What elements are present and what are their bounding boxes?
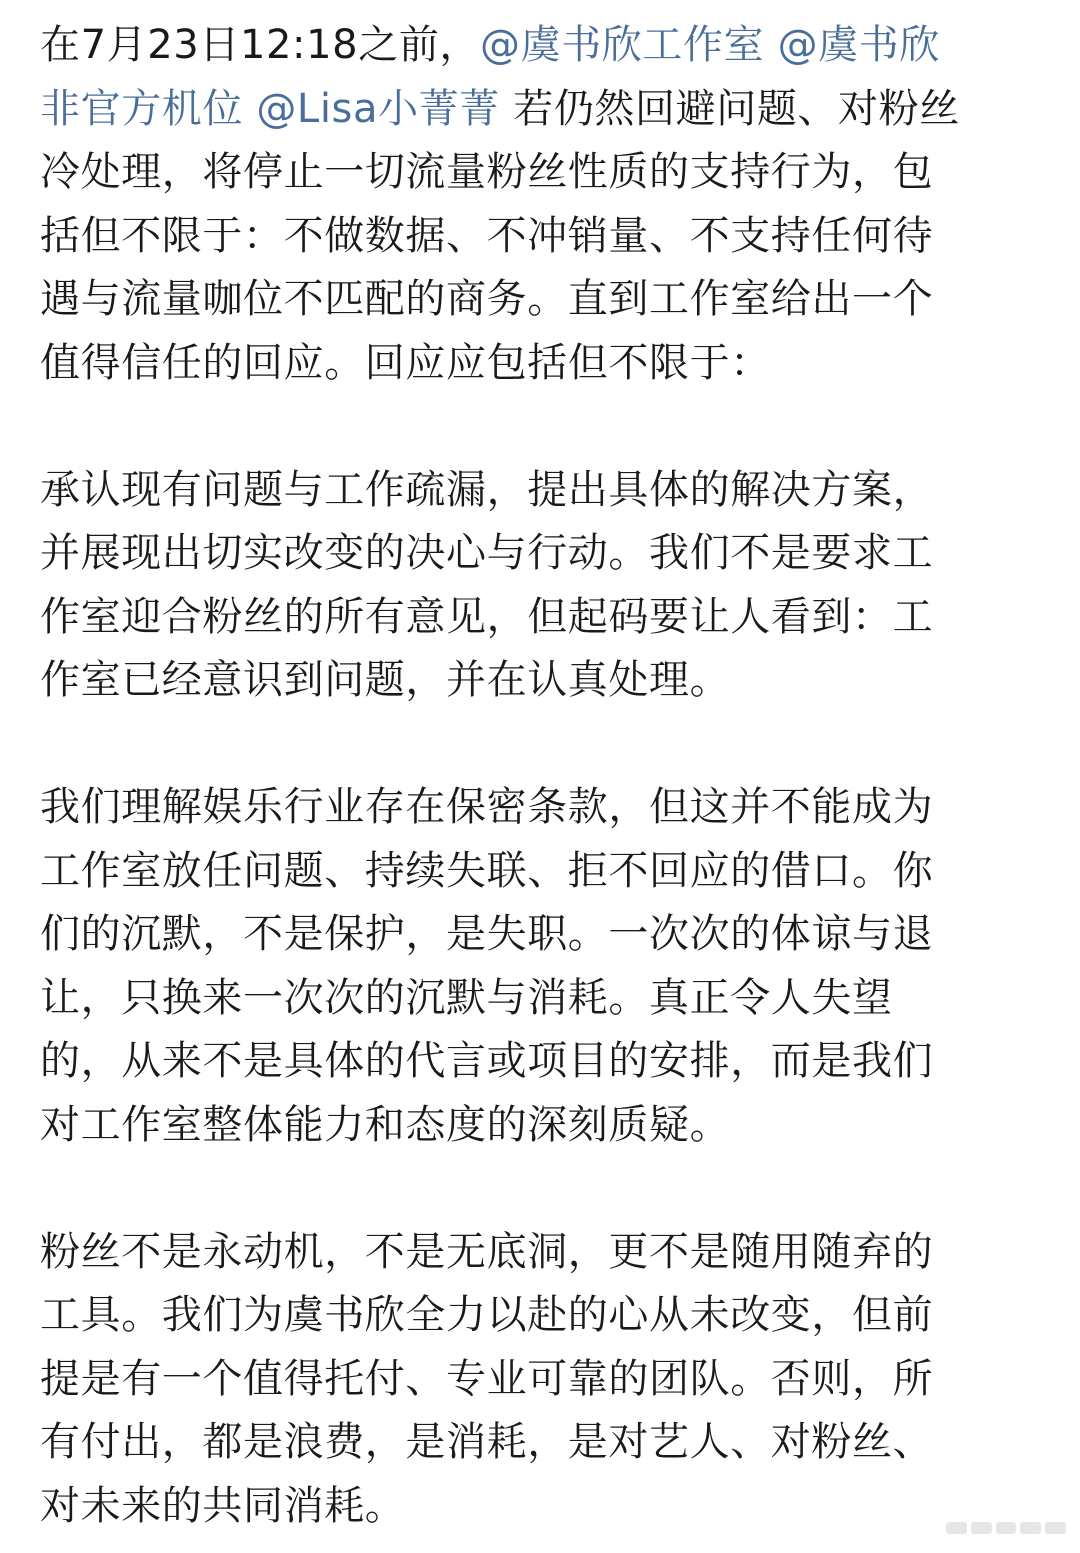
paragraph-line — [40, 78, 1040, 142]
paragraph-line: 括但不限于：不做数据、不冲销量、不支持任何待 — [40, 212, 934, 259]
paragraph-line: 作室迎合粉丝的所有意见，但起码要让人看到：工 — [40, 593, 934, 640]
paragraph-line: 承认现有问题与工作疏漏，提出具体的解决方案， — [40, 466, 934, 513]
paragraph-line: 工作室放任问题、持续失联、拒不回应的借口。你 — [40, 847, 934, 894]
mention-link[interactable]: @虞书欣工作室 — [480, 22, 765, 68]
paragraph-line: 值得信任的回应。回应应包括但不限于： — [40, 339, 771, 386]
paragraph-line: 们的沉默，不是保护，是失职。一次次的体谅与退 — [40, 911, 934, 957]
paragraph-line: 粉丝不是永动机，不是无底洞，更不是随用随弃的 — [40, 1228, 934, 1275]
paragraph-line: 对未来的共同消耗。 — [40, 1482, 406, 1529]
mention-link[interactable]: @虞书欣 — [777, 22, 940, 68]
paragraph-line: 对工作室整体能力和态度的深刻质疑。 — [40, 1101, 731, 1148]
paragraph-4 — [40, 1221, 1040, 1539]
paragraph-1 — [40, 14, 1040, 395]
paragraph-line: 冷处理，将停止一切流量粉丝性质的支持行为，包 — [40, 149, 934, 195]
paragraph-line: 遇与流量咖位不匹配的商务。直到工作室给出一个 — [40, 276, 934, 322]
paragraph-line: 有付出，都是浪费，是消耗，是对艺人、对粉丝、 — [40, 1419, 934, 1465]
paragraph-line: 并展现出切实改变的决心与行动。我们不是要求工 — [40, 530, 934, 576]
paragraph-2 — [40, 459, 1040, 713]
paragraph-3 — [40, 776, 1040, 1157]
paragraph-line: 提是有一个值得托付、专业可靠的团队。否则，所 — [40, 1355, 934, 1402]
post-text: 若仍然回避问题、对粉丝 — [513, 85, 960, 132]
post-text: 在7月23日12:18之前， — [40, 22, 481, 68]
paragraph-line: 让，只换来一次次的沉默与消耗。真正令人失望 — [40, 974, 893, 1021]
paragraph-line: 作室已经意识到问题，并在认真处理。 — [40, 657, 731, 703]
mention-link[interactable]: @Lisa小菁菁 — [256, 85, 500, 132]
paragraph-line: 工具。我们为虞书欣全力以赴的心从未改变，但前 — [40, 1292, 934, 1338]
watermark-logo — [946, 1519, 1066, 1537]
post-body — [40, 14, 1040, 1538]
paragraph-line: 我们理解娱乐行业存在保密条款，但这并不能成为 — [40, 784, 934, 830]
mention-link[interactable]: 非官方机位 — [40, 85, 243, 132]
paragraph-line — [40, 14, 1040, 78]
paragraph-line: 的，从来不是具体的代言或项目的安排，而是我们 — [40, 1038, 934, 1084]
